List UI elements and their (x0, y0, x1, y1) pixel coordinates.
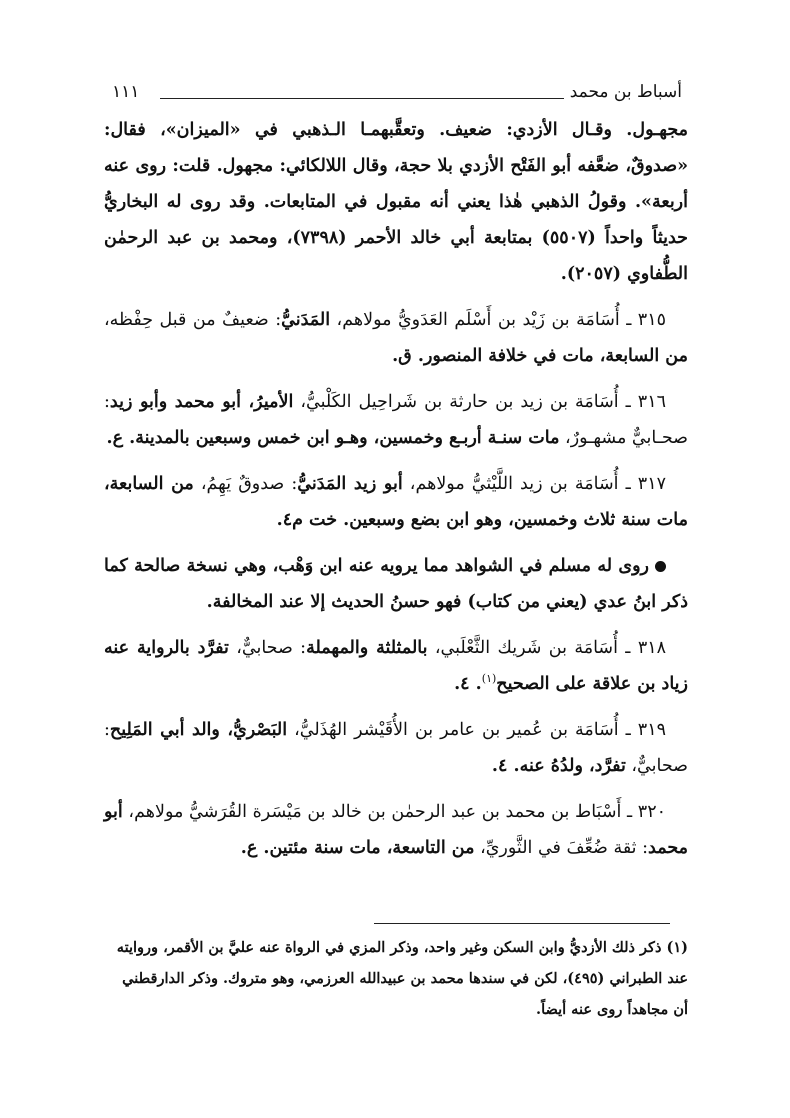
biography-entry (104, 384, 688, 456)
text-run: : صدوقٌ يَهِمُ، (193, 474, 298, 494)
text-run: المَدَنيُّ (281, 310, 331, 330)
text-run: : صحابيٌّ، (228, 638, 307, 658)
footnote-separator (374, 923, 670, 924)
text-run: الأميرُ، أبو محمد وأبو زيد (109, 392, 294, 412)
biography-entry (104, 302, 688, 374)
text-run: البَصْريُّ، والد أبي المَلِيح (109, 720, 288, 740)
biography-entry (104, 794, 688, 866)
text-run: بالمثلثة والمهملة (306, 638, 428, 658)
text-run: مجهـول. وقـال الأزدي: ضعيف. وتعقَّبهمـا الـذهبي في «الميزان»، فقال: «صدوقٌ، ضعَّفه أبو الفَتْح الأزدي بلا حجة، وقال اللالكائي: مجهول. قلت: روى عنه أربعة». وقولُ الذهبي هٰذا يعني أنه مقبول في المتابعات. وقد روى له البخاريُّ حديثاً واحداً (٥٥٠٧) بمتابعة أبي خالد الأحمر (٧٣٩٨)، ومحمد بن عبد الرحمٰن الطُّفاوي (٢٠٥٧). (104, 120, 688, 284)
biography-entry (104, 466, 688, 538)
text-run: ٣٢٠ ـ أَسْبَاط بن محمد بن عبد الرحمٰن بن خالد بن مَيْسَرة القُرَشيُّ مولاهم، (122, 802, 666, 822)
text-run: من التاسعة، مات سنة مئتين. ع. (240, 838, 475, 858)
text-run: : صحابيٌّ، (104, 720, 688, 776)
text-run: أبو زيد المَدَنيُّ (297, 474, 403, 494)
text-run: ٣١٨ ـ أُسَامَة بن شَريك الثَّعْلَبي، (427, 638, 667, 658)
header-rule (160, 98, 564, 99)
biography-entry (104, 630, 688, 702)
text-run: مات سنـة أربـع وخمسين، وهـو ابن خمس وسبعين بالمدينة. ع. (106, 428, 560, 448)
footnote: (١) ذكر ذلك الأزديُّ وابن السكن وغير واحد، وذكر المزي في الرواة عنه عليَّ بن الأقمر، وروايته عند الطبراني (٤٩٥)، لكن في سندها محمد بن عبيدالله العرزمي، وهو متروك. وذكر الدارقطني أن مجاهداً روى عنه أيضاً. (116, 939, 688, 1018)
main-text (104, 112, 688, 876)
text-run: ٣١٦ ـ أُسَامَة بن زيد بن حارثة بن شَراحِيل الكَلْبيُّ، (293, 392, 666, 412)
running-header (112, 78, 682, 106)
text-run: أبو محمد (104, 802, 688, 858)
text-run: : صحـابيٌّ مشهـورٌ، (104, 392, 688, 448)
text-run: : ضعيفٌ من قبل حِفْظه، (104, 310, 282, 330)
running-title: أسباط بن محمد (569, 82, 682, 102)
text-run: . ٤. (454, 674, 482, 694)
text-run: ٣١٩ ـ أُسَامَة بن عُمير بن عامر بن الأُقَيْشر الهُذَليُّ، (287, 720, 666, 740)
text-run: تفرَّد بالرواية عنه زياد بن علاقة على الصحيح (104, 638, 688, 694)
text-run: : ثقة ضُعِّفَ في الثَّوريِّ، (474, 838, 649, 858)
bullet-icon (655, 561, 666, 572)
footnote-ref: (١) (481, 672, 497, 686)
text-run: من السابعة، مات سنة ثلاث وخمسين، وهو ابن بضع وسبعين. خت م٤. (104, 474, 688, 530)
biography-entry (104, 712, 688, 784)
page-number: ١١١ (112, 82, 140, 102)
text-run: ٣١٥ ـ أُسَامَة بن زَيْد بن أَسْلَم العَدَويُّ مولاهم، (330, 310, 666, 330)
biography-entry (104, 548, 688, 620)
footnotes (104, 932, 688, 1025)
text-run: ٣١٧ ـ أُسَامَة بن زيد اللَّيْثيُّ مولاهم، (402, 474, 666, 494)
text-run: روى له مسلم في الشواهد مما يرويه عنه ابن وَهْب، وهي نسخة صالحة كما ذكر ابنُ عدي (يعني من كتاب) فهو حسنُ الحديث إلا عند المخالفة. (104, 556, 688, 612)
text-run: تفرَّد، ولدُهُ عنه. ٤. (491, 756, 626, 776)
text-run: من السابعة، مات في خلافة المنصور. ق. (392, 346, 688, 366)
continued-paragraph (104, 112, 688, 292)
